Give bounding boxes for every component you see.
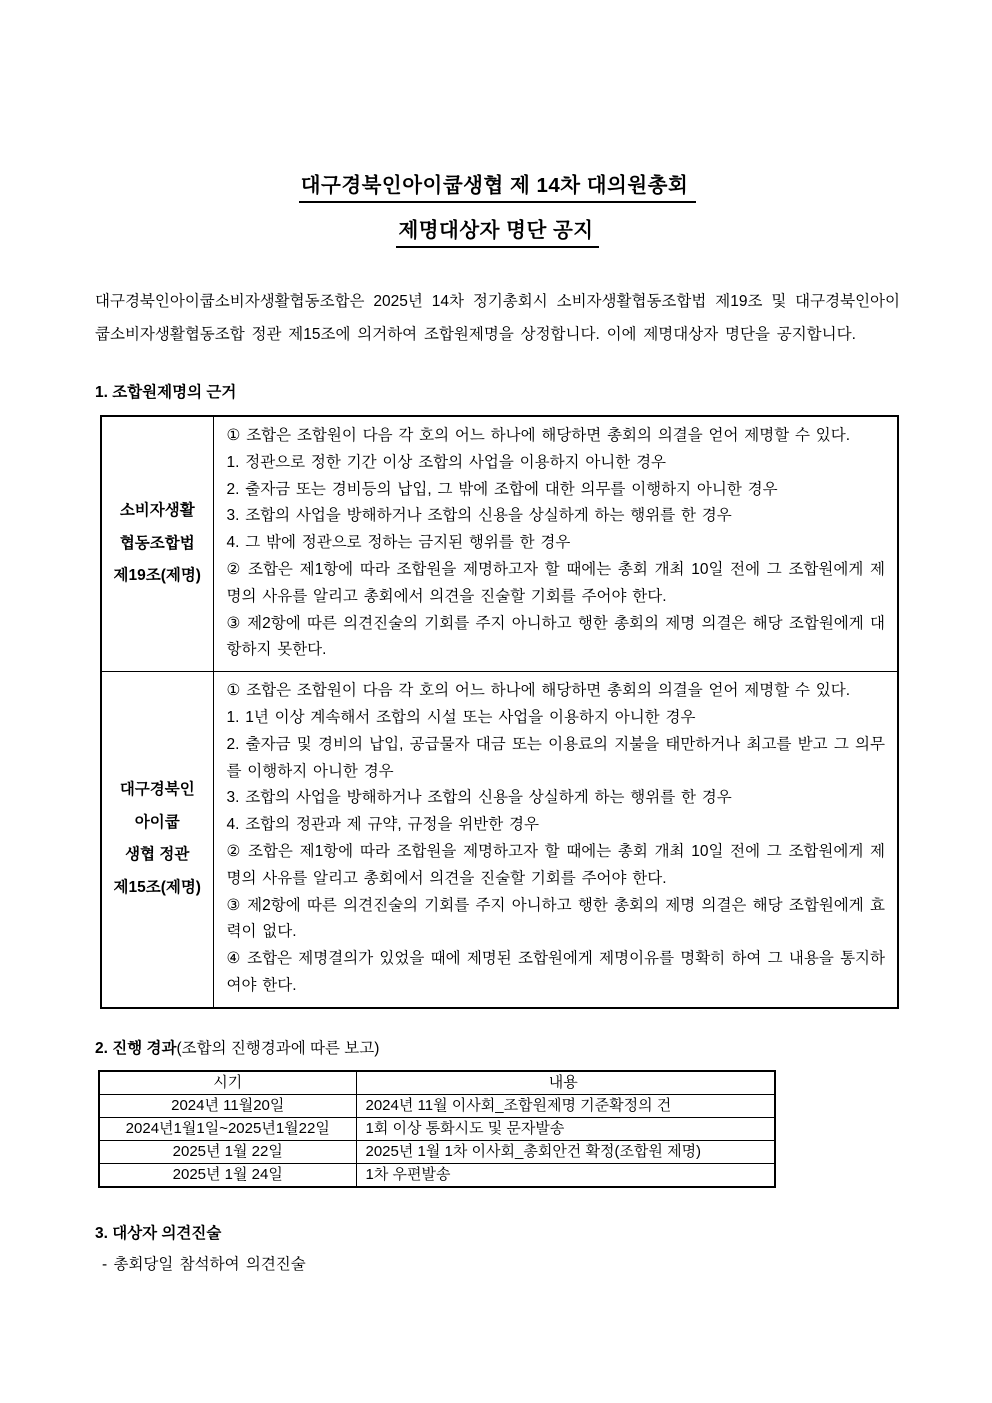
clause-text: 4. 그 밖에 정관으로 정하는 금지된 행위를 한 경우: [226, 534, 571, 552]
clause-text: ② 조합은 제1항에 따라 조합원을 제명하고자 할 때에는 총회 개최 10일 전에 그 조합원에게 제명의 사유를 알리고 총회에서 의견을 진술할 기회를 주어야 한다.: [226, 842, 885, 887]
clause-text: ④ 조합은 제명결의가 있었을 때에 제명된 조합원에게 제명이유를 명확히 하여 그 내용을 통지하여야 한다.: [226, 950, 885, 994]
section2-heading-rest: (조합의 진행경과에 따른 보고): [176, 1039, 380, 1057]
clause-text: 3. 조합의 사업을 방해하거나 조합의 신용을 상실하게 하는 행위를 한 경우: [226, 507, 732, 525]
progress-period: 2024년1월1일~2025년1월22일: [99, 1117, 356, 1140]
source-line: 생협 정관: [125, 846, 190, 864]
legal-table-row-bylaw15: [101, 672, 898, 1008]
source-cell-bylaw15: [101, 672, 213, 1008]
progress-period: 2025년 1월 22일: [99, 1140, 356, 1163]
source-line: 제19조(제명): [113, 567, 201, 585]
col-header-content: 내용: [356, 1071, 775, 1095]
clause-text: ③ 제2항에 따른 의견진술의 기회를 주지 아니하고 행한 총회의 제명 의결은 해당 조합원에게 효력이 없다.: [226, 896, 885, 941]
progress-content: 1회 이상 통화시도 및 문자발송: [356, 1117, 775, 1140]
progress-table: [98, 1070, 776, 1188]
source-line: 대구경북인: [119, 781, 195, 799]
title-row-2: [95, 213, 900, 248]
progress-period: 2025년 1월 24일: [99, 1163, 356, 1187]
legal-basis-table: [100, 415, 899, 1009]
clauses-cell-bylaw15: [213, 672, 898, 1008]
progress-content: 1차 우편발송: [356, 1163, 775, 1187]
clause-text: 1. 정관으로 정한 기간 이상 조합의 사업을 이용하지 아니한 경우: [226, 453, 667, 471]
document-title: [95, 0, 900, 248]
progress-row: [99, 1140, 775, 1163]
clause-text: ② 조합은 제1항에 따라 조합원을 제명하고자 할 때에는 총회 개최 10일 전에 그 조합원에게 제명의 사유를 알리고 총회에서 의견을 진술할 기회를 주어야 한다.: [226, 560, 885, 605]
source-cell-law19: [101, 416, 213, 672]
clause-text: 4. 조합의 정관과 제 규약, 규정을 위반한 경우: [226, 816, 539, 834]
source-line: 소비자생활: [119, 502, 195, 520]
section3-item: - 총회당일 참석하여 의견진술: [102, 1255, 306, 1273]
intro-paragraph: 대구경북인아이쿱소비자생활협동조합은 2025년 14차 정기총회시 소비자생활협동조합법 제19조 및 대구경북인아이쿱소비자생활협동조합 정관 제15조에 의거하여 조합원제명을 상정합니다. 이에 제명대상자 명단을 공지합니다.: [95, 293, 900, 343]
section3-heading: 3. 대상자 의견진술: [95, 1224, 222, 1242]
source-line: 제15조(제명): [113, 879, 201, 896]
progress-content: 2025년 1월 1차 이사회_총회안건 확정(조합원 제명): [356, 1140, 775, 1163]
clause-text: ① 조합은 조합원이 다음 각 호의 어느 하나에 해당하면 총회의 의결을 얻어 제명할 수 있다.: [226, 427, 851, 444]
col-header-period: 시기: [99, 1071, 356, 1095]
title-line-2: 제명대상자 명단 공지: [396, 213, 598, 248]
clause-text: 1. 1년 이상 계속해서 조합의 시설 또는 사업을 이용하지 아니한 경우: [226, 708, 696, 726]
section2-heading-bold: 2. 진행 경과: [95, 1039, 177, 1057]
section1-heading: 1. 조합원제명의 근거: [95, 384, 237, 401]
clause-text: 2. 출자금 및 경비의 납입, 공급물자 대금 또는 이용료의 지불을 태만하거나 최고를 받고 그 의무를 이행하지 아니한 경우: [226, 735, 885, 780]
clause-text: 2. 출자금 또는 경비등의 납입, 그 밖에 조합에 대한 의무를 이행하지 아니한 경우: [226, 480, 778, 498]
clauses-cell-law19: [213, 416, 898, 672]
source-line: 협동조합법: [119, 534, 195, 552]
progress-row: [99, 1094, 775, 1117]
title-line-1: 대구경북인아이쿱생협 제 14차 대의원총회: [299, 168, 697, 203]
section2-heading: [95, 1036, 900, 1058]
progress-row: [99, 1163, 775, 1187]
clause-text: ① 조합은 조합원이 다음 각 호의 어느 하나에 해당하면 총회의 의결을 얻어 제명할 수 있다.: [226, 682, 851, 700]
progress-period: 2024년 11월20일: [99, 1094, 356, 1117]
title-row-1: [95, 168, 900, 203]
clause-text: ③ 제2항에 따른 의견진술의 기회를 주지 아니하고 행한 총회의 제명 의결은 해당 조합원에게 대항하지 못한다.: [226, 614, 885, 659]
progress-row: [99, 1117, 775, 1140]
progress-content: 2024년 11월 이사회_조합원제명 기준확정의 건: [356, 1094, 775, 1117]
legal-table-row-law19: [101, 416, 898, 672]
progress-header-row: [99, 1071, 775, 1095]
clause-text: 3. 조합의 사업을 방해하거나 조합의 신용을 상실하게 하는 행위를 한 경우: [226, 789, 732, 807]
source-line: 아이쿱: [134, 813, 180, 831]
